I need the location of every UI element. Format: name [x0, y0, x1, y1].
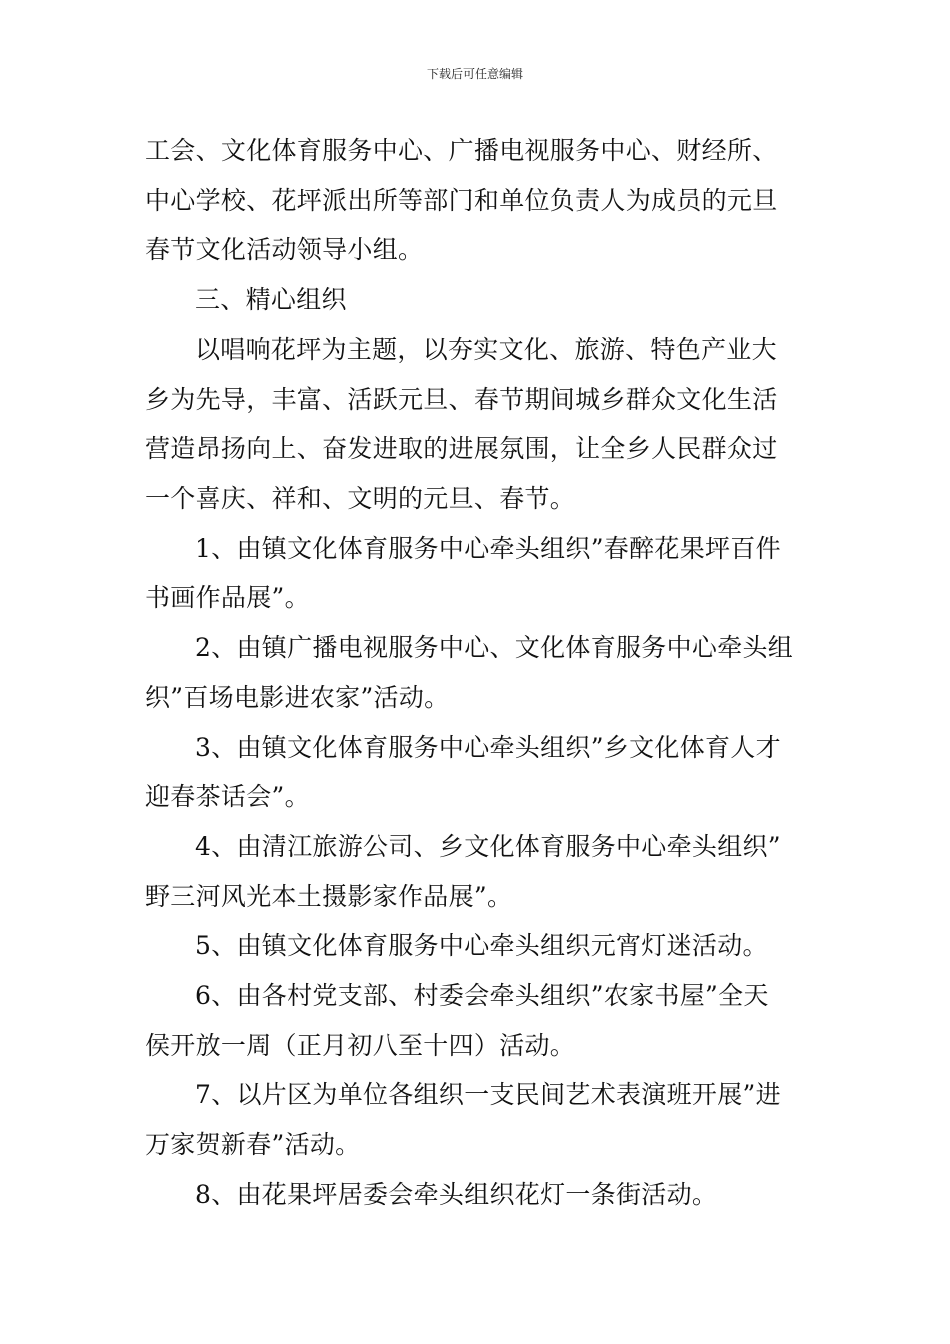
page-header: 下载后可任意编辑 [426, 67, 523, 81]
text-line: 春节文化活动领导小组。 [145, 235, 424, 264]
list-item: 8、由花果坪居委会牵头组织花灯一条街活动。 [195, 1180, 718, 1209]
list-item: 1、由镇文化体育服务中心牵头组织”春醉花果坪百件 [195, 534, 781, 563]
list-item: 5、由镇文化体育服务中心牵头组织元宵灯迷活动。 [195, 931, 768, 960]
list-item: 4、由清江旅游公司、乡文化体育服务中心牵头组织” [195, 832, 781, 861]
text-line: 乡为先导，丰富、活跃元旦、春节期间城乡群众文化生活 [145, 385, 778, 414]
text-line: 工会、文化体育服务中心、广播电视服务中心、财经所、 [145, 136, 778, 165]
text-line: 织”百场电影进农家”活动。 [145, 683, 450, 712]
text-line: 万家贺新春”活动。 [145, 1130, 361, 1159]
list-item: 3、由镇文化体育服务中心牵头组织”乡文化体育人才 [195, 733, 781, 762]
list-item: 2、由镇广播电视服务中心、文化体育服务中心牵头组 [195, 633, 794, 662]
text-line: 中心学校、花坪派出所等部门和单位负责人为成员的元旦 [145, 186, 778, 215]
text-line: 侯开放一周（正月初八至十四）活动。 [145, 1031, 576, 1060]
section-heading: 三、精心组织 [195, 285, 347, 314]
text-line: 书画作品展”。 [145, 583, 310, 612]
text-line: 营造昂扬向上、奋发进取的进展氛围，让全乡人民群众过 [145, 434, 778, 463]
text-line: 以唱响花坪为主题，以夯实文化、旅游、特色产业大 [195, 335, 777, 364]
list-item: 6、由各村党支部、村委会牵头组织”农家书屋”全天 [195, 981, 769, 1010]
list-item: 7、以片区为单位各组织一支民间艺术表演班开展”进 [195, 1080, 781, 1109]
text-line: 野三河风光本土摄影家作品展”。 [145, 882, 513, 911]
text-line: 迎春茶话会”。 [145, 782, 310, 811]
text-line: 一个喜庆、祥和、文明的元旦、春节。 [145, 484, 576, 513]
